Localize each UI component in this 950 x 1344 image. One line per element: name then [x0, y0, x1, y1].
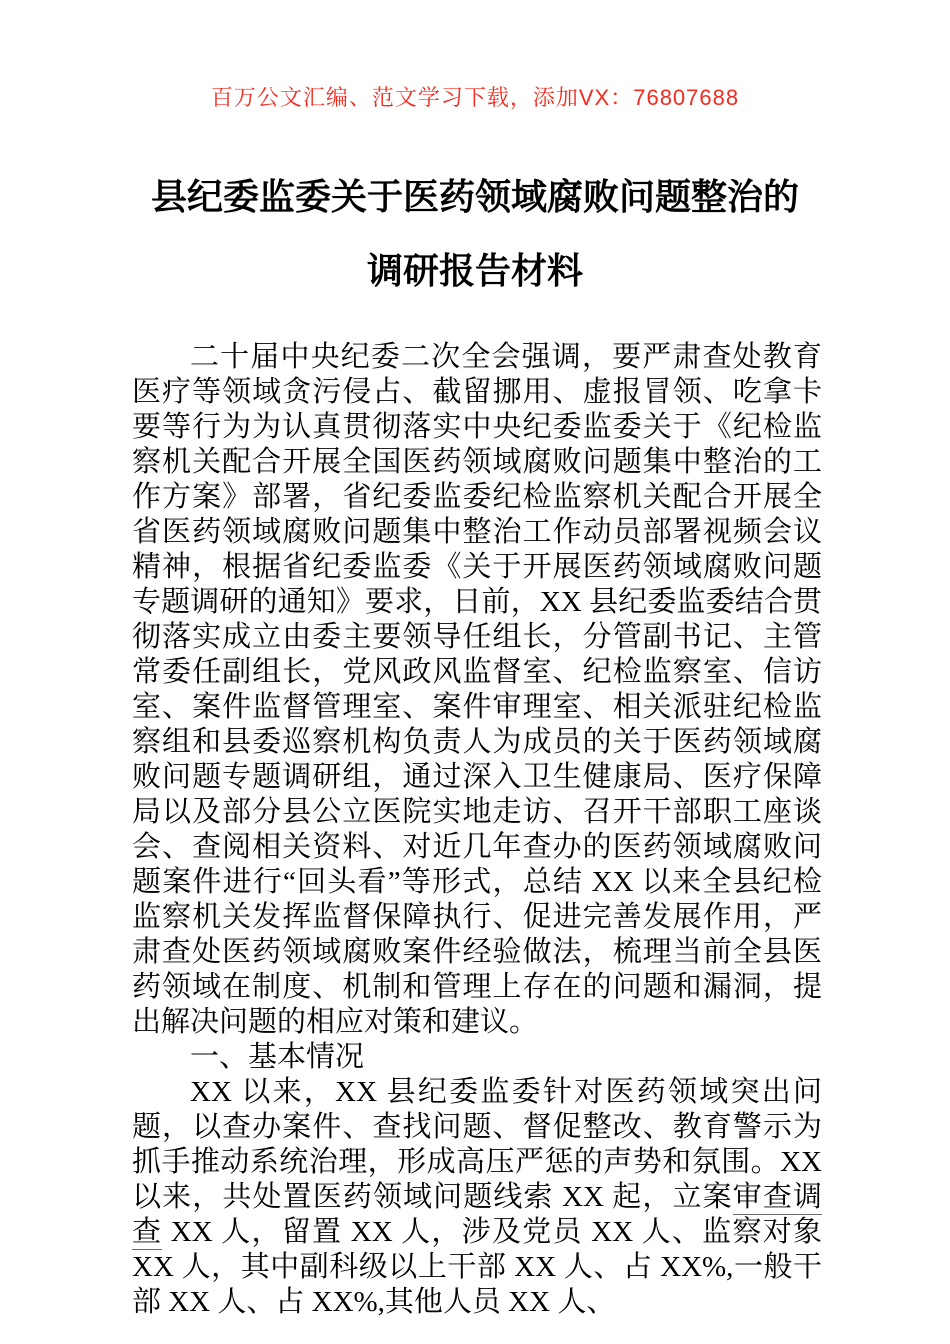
body-paragraph-2-text-start: XX 以来，XX 县纪委监委针对医药领域突出问题，以查办案件、查找问题、督促整改、教育警示为抓手推动系统治理，形成高压严惩的声势和氛围。XX 以来，共处置医药领域问题线索 XX 起，立案 [132, 1076, 822, 1213]
page-title-line-2: 调研报告材料 [366, 250, 583, 291]
section-heading-basic-situation: 一、基本情况 [190, 1041, 365, 1073]
body-paragraph-1: 二十届中央纪委二次全会强调，要严肃查处教育医疗等领域贪污侵占、截留挪用、虚报冒领、吃拿卡要等行为为认真贯彻落实中央纪委监委关于《纪检监察机关配合开展全国医药领域腐败问题集中整治的工作方案》部署，省纪委监委纪检监察机关配合开展全省医药领域腐败问题集中整治工作动员部署视频会议精神，根据省纪委监委《关于开展医药领域腐败问题专题调研的通知》要求，日前，XX 县纪委监委结合贯彻落实成立由委主要领导任组长，分管副书记、主管常委任副组长，党风政风监督室、纪检监察室、信访室、案件监督管理室、案件审理室、相关派驻纪检监察组和县委巡察机构负责人为成员的关于医药领域腐败问题专题调研组，通过深入卫生健康局、医疗保障局以及部分县公立医院实地走访、召开干部职工座谈会、查阅相关资料、对近几年查办的医药领域腐败问题案件进行“回头看”等形式，总结 XX 以来全县纪检监察机关发挥监督保障执行、促进完善发展作用，严肃查处医药领域腐败案件经验做法，梳理当前全县医药领域在制度、机制和管理上存在的问题和漏洞，提出解决问题的相应对策和建议。 [132, 341, 822, 1038]
grammar-underlined-text: 审查调查 [132, 1181, 822, 1248]
page-title [0, 160, 950, 308]
document-body [132, 340, 822, 1320]
page-title-line-1: 县纪委监委关于医药领域腐败问题整治的 [150, 176, 799, 217]
body-paragraph-2-text-end: XX 人，留置 XX 人，涉及党员 XX 人、监察对象 XX 人，其中副科级以上干部 XX 人、占 XX%,一般干部 XX 人、占 XX%,其他人员 XX 人、 [132, 1216, 822, 1318]
promo-banner: 百万公文汇编、范文学习下载，添加VX：76807688 [210, 85, 740, 110]
body-paragraph-2 [132, 1075, 822, 1320]
